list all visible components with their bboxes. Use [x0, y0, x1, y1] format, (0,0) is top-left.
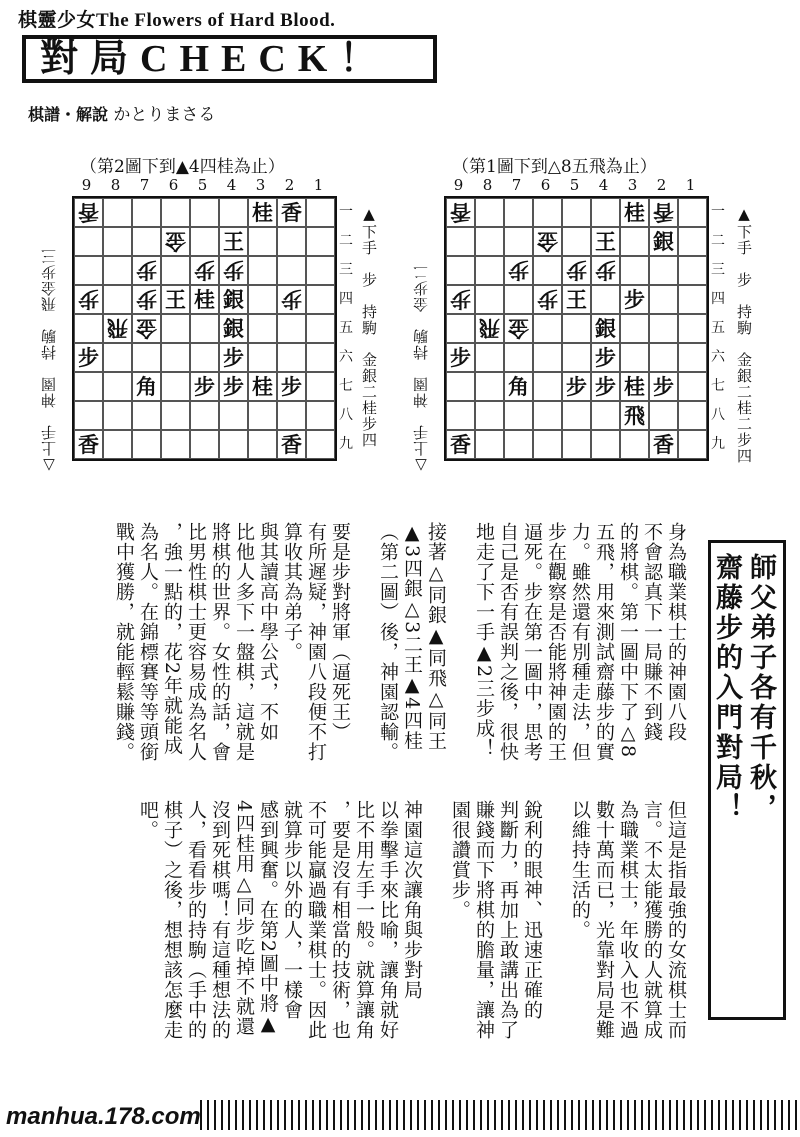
text-column: 以拳擊手來比喻，讓角就好	[377, 800, 399, 1040]
left-shogi-piece: 步	[190, 372, 219, 401]
left-shogi-piece: 步	[132, 256, 161, 285]
right-rank-label: 四	[711, 291, 725, 307]
left-shogi-piece: 步	[74, 285, 103, 314]
left-board-square	[306, 430, 335, 459]
left-rank-label: 四	[339, 291, 353, 307]
right-file-label: 7	[511, 176, 522, 194]
text-column: 比男性棋士更容易成為名人	[185, 522, 207, 762]
left-rank-label: 二	[339, 233, 353, 249]
left-board-square	[74, 256, 103, 285]
right-board-square	[562, 401, 591, 430]
left-board-square	[103, 227, 132, 256]
right-shogi-piece: 王	[562, 285, 591, 314]
left-board-square	[132, 227, 161, 256]
right-board-square	[446, 227, 475, 256]
right-shogi-piece: 香	[446, 198, 475, 227]
left-shogi-piece: 步	[219, 372, 248, 401]
left-shogi-piece: 步	[190, 256, 219, 285]
right-rank-label: 五	[711, 320, 725, 336]
left-board-square	[190, 227, 219, 256]
right-shogi-piece: 步	[591, 372, 620, 401]
right-file-label: 8	[482, 176, 493, 194]
right-rank-label: 九	[711, 436, 725, 452]
text-column: 賺錢而下將棋的膽量，讓神	[473, 800, 495, 1040]
text-column: 地走了下一手▲2三步成！	[473, 522, 495, 759]
text-column: 力。雖然還有別種走法，但	[569, 522, 591, 762]
main-title: 對局CHECK！	[40, 38, 390, 80]
left-board-square	[306, 198, 335, 227]
left-board-square	[306, 285, 335, 314]
text-column: 感到興奮。在第2圖中將▲	[257, 800, 279, 1037]
right-board-square	[649, 401, 678, 430]
left-board-square	[248, 401, 277, 430]
left-diagram-caption: （第2圖下到▲4四桂為止）	[80, 157, 285, 177]
right-shogi-piece: 步	[562, 256, 591, 285]
right-board-square	[475, 372, 504, 401]
left-file-label: 7	[139, 176, 150, 194]
text-column: 步在觀察是否能將神園的王	[545, 522, 567, 762]
right-board-square	[678, 198, 707, 227]
right-shogi-piece: 步	[533, 285, 562, 314]
right-board-square	[591, 430, 620, 459]
left-shogi-piece: 銀	[219, 285, 248, 314]
left-board-square	[306, 401, 335, 430]
text-column: 接著△同銀▲同飛△同王	[425, 522, 447, 751]
text-column: 比他人多下一盤棋，這就是	[233, 522, 255, 762]
right-board-square	[475, 256, 504, 285]
right-board-square	[446, 401, 475, 430]
left-board-square	[161, 198, 190, 227]
right-board-square	[562, 227, 591, 256]
left-file-label: 1	[313, 176, 324, 194]
right-board-square	[562, 198, 591, 227]
right-board-square	[446, 256, 475, 285]
left-board-square	[248, 256, 277, 285]
left-board-square	[219, 401, 248, 430]
right-shogi-piece: 金	[504, 314, 533, 343]
left-board-square	[277, 343, 306, 372]
right-shogi-piece: 步	[446, 285, 475, 314]
left-board-square	[306, 227, 335, 256]
left-file-label: 8	[110, 176, 121, 194]
left-board-square	[74, 372, 103, 401]
left-board-square	[103, 198, 132, 227]
right-board-square	[649, 285, 678, 314]
left-board-square	[132, 343, 161, 372]
headline-box	[708, 540, 786, 1020]
left-shogi-piece: 金	[161, 227, 190, 256]
left-board-square	[219, 430, 248, 459]
right-board-square	[533, 401, 562, 430]
text-column: 將棋的世界。女性的話，會	[209, 522, 231, 762]
credit-label: 棋譜・解說	[28, 105, 109, 124]
left-diagram-ranks	[337, 198, 355, 459]
right-board-square	[620, 227, 649, 256]
right-board-square	[475, 343, 504, 372]
text-column: 自己是否有誤判之後，很快	[497, 522, 519, 762]
left-board-square	[248, 227, 277, 256]
credit-line	[28, 100, 215, 125]
left-board-square	[74, 227, 103, 256]
text-column: 算收其為弟子。	[281, 522, 303, 662]
right-shogi-piece: 步	[591, 256, 620, 285]
left-file-label: 6	[168, 176, 179, 194]
right-board-square	[533, 198, 562, 227]
right-board-square	[678, 430, 707, 459]
text-column: （第二圖）後，神園認輸。	[377, 522, 399, 762]
right-rank-label: 八	[711, 407, 725, 423]
right-board-square	[591, 285, 620, 314]
left-board-square	[161, 256, 190, 285]
text-column: 吧。	[137, 800, 159, 840]
right-rank-label: 六	[711, 349, 725, 365]
right-diagram-board	[444, 196, 709, 461]
right-shogi-piece: 桂	[620, 372, 649, 401]
right-shogi-piece: 香	[446, 430, 475, 459]
text-column: ，要是沒有相當的技術，也	[329, 800, 351, 1040]
right-shogi-piece: 步	[620, 285, 649, 314]
left-board-square	[103, 372, 132, 401]
lower-text-block	[130, 800, 690, 1060]
left-diagram-white-hand: △上手 神園 持駒 飛金步三	[40, 248, 58, 475]
right-board-square	[649, 256, 678, 285]
right-shogi-piece: 銀	[591, 314, 620, 343]
upper-text-block	[100, 522, 690, 772]
headline-line-1: 師父弟子各有千秋，	[745, 553, 776, 823]
right-board-square	[678, 343, 707, 372]
right-board-square	[446, 372, 475, 401]
right-board-square	[562, 343, 591, 372]
right-board-square	[504, 198, 533, 227]
left-file-label: 5	[197, 176, 208, 194]
right-board-square	[504, 401, 533, 430]
right-board-square	[446, 314, 475, 343]
right-board-square	[504, 343, 533, 372]
left-board-square	[132, 198, 161, 227]
right-board-square	[678, 314, 707, 343]
right-shogi-piece: 步	[591, 343, 620, 372]
left-file-label: 2	[284, 176, 295, 194]
right-shogi-piece: 金	[533, 227, 562, 256]
right-board-square	[562, 314, 591, 343]
right-board-square	[620, 430, 649, 459]
right-diagram-caption: （第1圖下到△8五飛為止）	[452, 157, 657, 177]
left-shogi-piece: 香	[277, 430, 306, 459]
right-file-label: 1	[685, 176, 696, 194]
left-shogi-piece: 香	[74, 198, 103, 227]
left-shogi-piece: 金	[132, 314, 161, 343]
text-column: 言。不太能獲勝的人就算成	[641, 800, 663, 1040]
text-column: 不可能贏過職業棋士。因此	[305, 800, 327, 1040]
text-column: 有所遲疑，神園八段便不打	[305, 522, 327, 762]
left-board-square	[306, 372, 335, 401]
left-rank-label: 五	[339, 320, 353, 336]
left-board-square	[103, 285, 132, 314]
left-board-square	[248, 343, 277, 372]
right-shogi-piece: 銀	[649, 227, 678, 256]
left-board-square	[277, 314, 306, 343]
left-board-square	[161, 430, 190, 459]
text-column: 園很讚賞步。	[449, 800, 471, 920]
right-board-square	[475, 430, 504, 459]
right-board-square	[562, 430, 591, 459]
text-column: ▲3四銀△3二王▲4四桂	[401, 522, 423, 751]
right-file-label: 9	[453, 176, 464, 194]
right-board-square	[620, 314, 649, 343]
text-column: 身為職業棋士的神園八段	[665, 522, 687, 742]
left-board-square	[306, 256, 335, 285]
left-board-square	[190, 401, 219, 430]
left-board-square	[103, 401, 132, 430]
right-board-square	[504, 430, 533, 459]
right-shogi-piece: 步	[504, 256, 533, 285]
left-board-square	[190, 430, 219, 459]
right-file-label: 2	[656, 176, 667, 194]
right-diagram-ranks	[709, 198, 727, 459]
left-board-square	[190, 198, 219, 227]
main-title-box	[22, 35, 437, 83]
left-rank-label: 三	[339, 262, 353, 278]
right-board-square	[533, 430, 562, 459]
right-board-square	[504, 285, 533, 314]
right-shogi-piece: 香	[649, 430, 678, 459]
text-column: 要是步對將軍（逼死王）	[329, 522, 351, 742]
text-column: 棋子）之後，想想該怎麼走	[161, 800, 183, 1040]
left-board-square	[161, 401, 190, 430]
left-board-square	[74, 401, 103, 430]
right-shogi-piece: 香	[649, 198, 678, 227]
headline-line-2: 齋藤步的入門對局！	[711, 553, 742, 823]
right-file-label: 4	[598, 176, 609, 194]
right-diagram-files	[444, 176, 705, 194]
text-column: 為職業棋士，年收入也不過	[617, 800, 639, 1040]
text-column: 以維持生活的。	[569, 800, 591, 940]
right-board-square	[533, 372, 562, 401]
right-board-square	[620, 343, 649, 372]
left-file-label: 3	[255, 176, 266, 194]
left-board-square	[248, 285, 277, 314]
left-board-square	[161, 372, 190, 401]
right-board-square	[533, 314, 562, 343]
left-shogi-piece: 角	[132, 372, 161, 401]
right-file-label: 6	[540, 176, 551, 194]
left-board-square	[306, 314, 335, 343]
credit-name: かとりまさる	[113, 105, 216, 125]
left-board-square	[219, 198, 248, 227]
right-board-square	[678, 401, 707, 430]
right-shogi-piece: 步	[649, 372, 678, 401]
left-board-square	[277, 227, 306, 256]
left-rank-label: 八	[339, 407, 353, 423]
right-board-square	[475, 401, 504, 430]
left-shogi-piece: 香	[277, 198, 306, 227]
left-shogi-piece: 步	[219, 256, 248, 285]
left-diagram-files	[72, 176, 333, 194]
left-shogi-piece: 桂	[190, 285, 219, 314]
left-shogi-piece: 王	[219, 227, 248, 256]
left-board-square	[103, 343, 132, 372]
text-column: 就算步以外的人，一樣會	[281, 800, 303, 1020]
right-board-square	[678, 285, 707, 314]
right-rank-label: 一	[711, 204, 725, 220]
left-shogi-piece: 桂	[248, 198, 277, 227]
left-board-square	[132, 401, 161, 430]
right-shogi-piece: 飛	[620, 401, 649, 430]
right-shogi-piece: 桂	[620, 198, 649, 227]
text-column: 的將棋。第一圖中下了△8	[617, 522, 639, 759]
right-shogi-piece: 飛	[475, 314, 504, 343]
text-column: 不會認真下一局賺不到錢	[641, 522, 663, 742]
right-rank-label: 七	[711, 378, 725, 394]
left-shogi-piece: 步	[219, 343, 248, 372]
watermark: manhua.178.com	[6, 1103, 201, 1130]
left-shogi-piece: 步	[132, 285, 161, 314]
left-board-square	[277, 401, 306, 430]
left-file-label: 9	[81, 176, 92, 194]
text-column: 戰中獲勝，就能輕鬆賺錢。	[113, 522, 135, 762]
right-board-square	[591, 401, 620, 430]
left-board-square	[132, 430, 161, 459]
right-board-square	[533, 256, 562, 285]
right-diagram-white-hand: △上手 神園 持駒 金步二	[412, 264, 430, 475]
left-shogi-piece: 香	[74, 430, 103, 459]
right-rank-label: 三	[711, 262, 725, 278]
left-shogi-piece: 步	[277, 285, 306, 314]
left-rank-label: 九	[339, 436, 353, 452]
left-board-square	[161, 314, 190, 343]
text-column: 為名人。在錦標賽等等頭銜	[137, 522, 159, 762]
left-diagram-board	[72, 196, 337, 461]
text-column: 銳利的眼神、迅速正確的	[521, 800, 543, 1020]
right-diagram-black-hand: ▲下手 步 持駒 金銀二桂二步四	[735, 205, 753, 464]
text-column: 4四桂用△同步吃掉不就還	[233, 800, 255, 1037]
left-board-square	[161, 343, 190, 372]
text-column: 沒到死棋嗎！有這種想法的	[209, 800, 231, 1040]
text-column: 比不用左手一般。就算讓角	[353, 800, 375, 1040]
left-file-label: 4	[226, 176, 237, 194]
text-column: 與其讀高中學公式，不如	[257, 522, 279, 742]
right-board-square	[475, 285, 504, 314]
left-board-square	[248, 430, 277, 459]
right-rank-label: 二	[711, 233, 725, 249]
right-shogi-piece: 王	[591, 227, 620, 256]
right-board-square	[678, 372, 707, 401]
right-board-square	[475, 198, 504, 227]
right-board-square	[504, 227, 533, 256]
right-file-label: 5	[569, 176, 580, 194]
left-board-square	[103, 430, 132, 459]
series-title: 棋靈少女The Flowers of Hard Blood.	[18, 10, 336, 31]
left-diagram-black-hand: ▲下手 步 持駒 金銀二桂步四	[360, 205, 378, 448]
right-shogi-piece: 步	[446, 343, 475, 372]
text-column: 判斷力，再加上敢講出為了	[497, 800, 519, 1040]
right-board-square	[620, 256, 649, 285]
right-board-square	[649, 343, 678, 372]
left-shogi-piece: 步	[277, 372, 306, 401]
left-shogi-piece: 步	[74, 343, 103, 372]
right-board-square	[678, 256, 707, 285]
right-board-square	[475, 227, 504, 256]
right-board-square	[678, 227, 707, 256]
left-board-square	[306, 343, 335, 372]
left-shogi-piece: 王	[161, 285, 190, 314]
left-shogi-piece: 桂	[248, 372, 277, 401]
left-board-square	[190, 314, 219, 343]
left-board-square	[190, 343, 219, 372]
text-column: 五飛，用來測試齋藤步的實	[593, 522, 615, 762]
left-shogi-piece: 飛	[103, 314, 132, 343]
text-column: 逼死。步在第一圖中，思考	[521, 522, 543, 762]
left-shogi-piece: 銀	[219, 314, 248, 343]
right-file-label: 3	[627, 176, 638, 194]
footer-stripes	[200, 1100, 800, 1130]
left-rank-label: 一	[339, 204, 353, 220]
right-board-square	[591, 198, 620, 227]
right-shogi-piece: 步	[562, 372, 591, 401]
text-column: 數十萬而已，光靠對局是難	[593, 800, 615, 1040]
text-column: 人，看看步的持駒（手中的	[185, 800, 207, 1040]
left-board-square	[74, 314, 103, 343]
right-board-square	[533, 343, 562, 372]
left-board-square	[248, 314, 277, 343]
left-board-square	[103, 256, 132, 285]
text-column: 但這是指最強的女流棋士而	[665, 800, 687, 1040]
text-column: 神園這次讓角與步對局	[401, 800, 423, 1000]
left-rank-label: 七	[339, 378, 353, 394]
text-column: ，強一點的，花2年就能成	[161, 522, 183, 756]
right-board-square	[649, 314, 678, 343]
left-rank-label: 六	[339, 349, 353, 365]
right-shogi-piece: 角	[504, 372, 533, 401]
left-board-square	[277, 256, 306, 285]
